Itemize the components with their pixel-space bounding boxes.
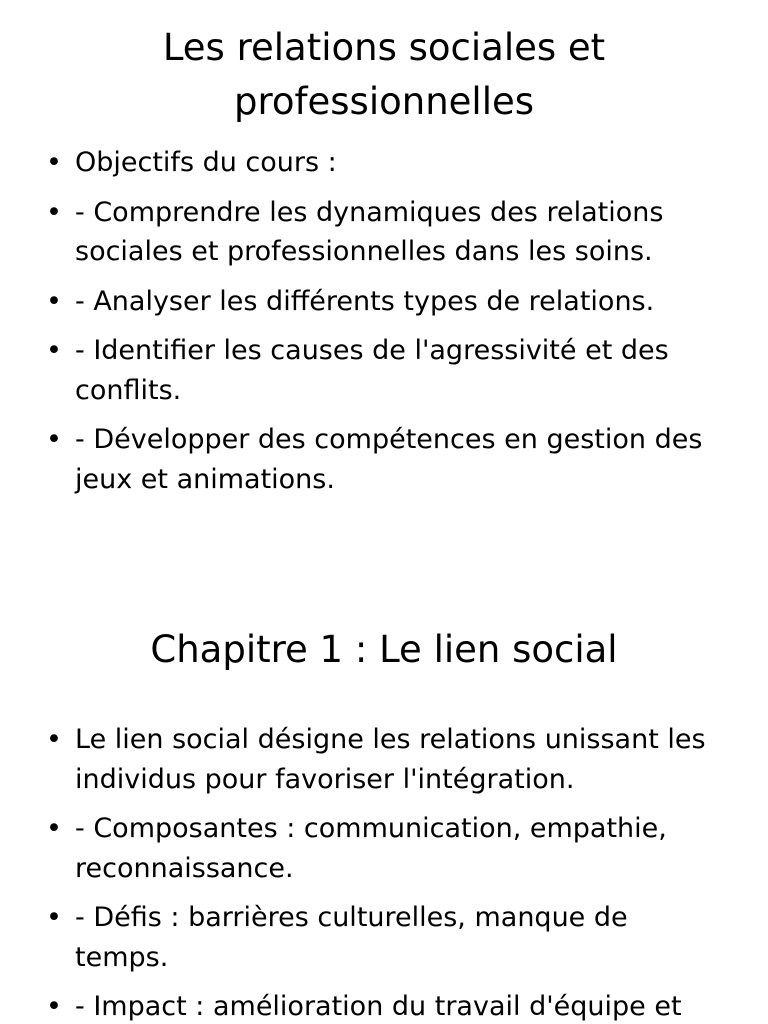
bullet-text: - Défis : barrières culturelles, manque de temps. bbox=[75, 902, 628, 973]
bullet-text: - Composantes : communication, empathie, reconnaissance. bbox=[75, 813, 667, 884]
bullet-text: Le lien social désigne les relations unissant les individus pour favoriser l'intégration. bbox=[75, 724, 706, 795]
bullet-icon: • bbox=[46, 335, 62, 366]
list-item bbox=[0, 987, 728, 1024]
bullet-text: - Comprendre les dynamiques des relations sociales et professionnelles dans les soins. bbox=[75, 196, 664, 267]
bullet-icon: • bbox=[46, 147, 62, 178]
bullet-icon: • bbox=[46, 991, 62, 1022]
slide-1-bullet-list bbox=[0, 143, 768, 499]
slide-2-title: Chapitre 1 : Le lien social bbox=[150, 628, 618, 671]
list-item bbox=[0, 193, 728, 272]
bullet-text: - Développer des compétences en gestion des jeux et animations. bbox=[75, 424, 703, 495]
bullet-icon: • bbox=[46, 724, 62, 755]
bullet-icon: • bbox=[46, 902, 62, 933]
slide-2 bbox=[0, 600, 768, 1024]
bullet-text: - Impact : amélioration du travail d'équipe et bbox=[75, 991, 682, 1022]
list-item bbox=[0, 331, 728, 410]
list-item bbox=[0, 420, 728, 499]
bullet-icon: • bbox=[46, 285, 62, 317]
slide-1-title: Les relations sociales et professionnelles bbox=[162, 26, 606, 123]
bullet-icon: • bbox=[46, 196, 62, 228]
bullet-icon: • bbox=[46, 424, 62, 455]
bullet-text: - Analyser les différents types de relations. bbox=[75, 285, 655, 317]
bullet-text: - Identifier les causes de l'agressivité et des conflits. bbox=[75, 335, 669, 406]
list-item bbox=[0, 809, 728, 888]
list-item bbox=[0, 898, 728, 977]
list-item bbox=[0, 282, 728, 322]
slide-2-bullet-list bbox=[0, 720, 768, 1024]
list-item bbox=[0, 720, 728, 799]
bullet-text: Objectifs du cours : bbox=[75, 147, 337, 178]
list-item bbox=[0, 143, 728, 183]
bullet-icon: • bbox=[46, 813, 62, 844]
